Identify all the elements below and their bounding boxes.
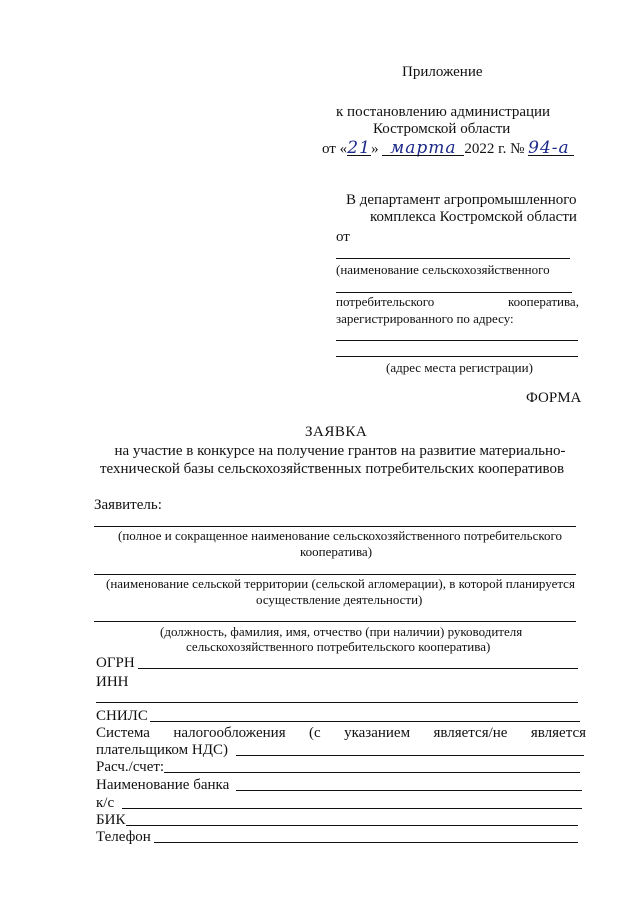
date-sep: » (371, 141, 379, 157)
tax-line-2 (96, 741, 584, 759)
ks-field[interactable] (122, 808, 582, 809)
caption-head: (должность, фамилия, имя, отчество (при наличии) руководителя (160, 624, 523, 639)
tax-word-6: является (530, 725, 586, 741)
appendix-title: Приложение (402, 64, 483, 80)
coop-name-blank-line[interactable] (336, 292, 572, 293)
tax-word-3: (с (309, 725, 321, 741)
tax-word-4: указанием (344, 725, 411, 741)
tax-vat-label: плательщиком НДС) (96, 742, 228, 758)
caption-territory: (наименование сельской территории (сельской агломерации), в которой планируется (106, 576, 575, 591)
form-label: ФОРМА (526, 390, 582, 406)
caption-territory-2: осуществление деятельности) (256, 592, 423, 607)
snils-row (96, 707, 580, 725)
tax-word-2: налогообложения (173, 725, 286, 741)
caption-head-2: сельскохозяйственного потребительского кооператива) (186, 639, 491, 654)
from-blank-line[interactable] (336, 258, 570, 259)
bank-field[interactable] (236, 790, 582, 791)
caption-address: (адрес места регистрации) (386, 360, 533, 375)
word-consumer: потребительского (336, 294, 435, 309)
head-line[interactable] (94, 621, 576, 622)
date-year: 2022 г. № (464, 141, 525, 157)
address-blank-line-2[interactable] (336, 356, 578, 357)
inn-field[interactable] (96, 702, 578, 703)
tax-word-1: Система (96, 725, 150, 741)
ogrn-row (96, 654, 578, 672)
request-title: ЗАЯВКА (305, 424, 368, 440)
request-subtitle-1: на участие в конкурсе на получение грантов на развитие материально- (114, 443, 566, 459)
request-subtitle-2: технической базы сельскохозяйственных потребительских кооперативов (100, 461, 565, 477)
ogrn-label: ОГРН (96, 655, 135, 671)
account-label: Расч./счет: (96, 759, 165, 775)
tax-line-1 (96, 724, 586, 742)
caption-coop-name: (наименование сельскохозяйственного (336, 262, 550, 277)
tax-word-5: является/не (433, 725, 508, 741)
appendix-date (322, 138, 574, 158)
bik-row (96, 811, 578, 829)
appendix-line-1: к постановлению администрации (336, 104, 551, 120)
address-blank-line-1[interactable] (336, 340, 578, 341)
ks-label: к/с (96, 795, 115, 811)
account-row (96, 758, 580, 776)
applicant-label: Заявитель: (94, 497, 162, 513)
ogrn-field[interactable] (138, 668, 578, 669)
registered-at: зарегистрированного по адресу: (336, 311, 514, 326)
ks-row (96, 794, 582, 812)
caption-full-name-2: кооператива) (300, 544, 373, 559)
addressee-line-2: комплекса Костромской области (370, 209, 577, 225)
applicant-name-line[interactable] (94, 526, 576, 527)
word-coop: кооператива, (508, 294, 579, 309)
appendix-line-2: Костромской области (373, 121, 511, 137)
snils-field[interactable] (150, 721, 580, 722)
date-month-handwritten: марта (382, 138, 464, 158)
phone-label: Телефон (96, 829, 151, 845)
phone-row (96, 828, 578, 846)
snils-label: СНИЛС (96, 708, 148, 724)
bik-label: БИК (96, 812, 126, 828)
account-field[interactable] (164, 772, 580, 773)
bik-field[interactable] (126, 825, 578, 826)
bank-row (96, 776, 582, 794)
phone-field[interactable] (154, 842, 578, 843)
addressee-from: от (336, 229, 350, 245)
territory-line[interactable] (94, 574, 576, 575)
addressee-line-1: В департамент агропромышленного (346, 192, 577, 208)
bank-label: Наименование банка (96, 777, 230, 793)
inn-label: ИНН (96, 674, 129, 690)
date-day-handwritten: 21 (347, 138, 371, 158)
date-prefix: от « (322, 141, 348, 157)
caption-full-name: (полное и сокращенное наименование сельскохозяйственного потребительского (118, 528, 562, 543)
tax-field[interactable] (236, 755, 584, 756)
date-number-handwritten: 94-а (528, 138, 574, 158)
